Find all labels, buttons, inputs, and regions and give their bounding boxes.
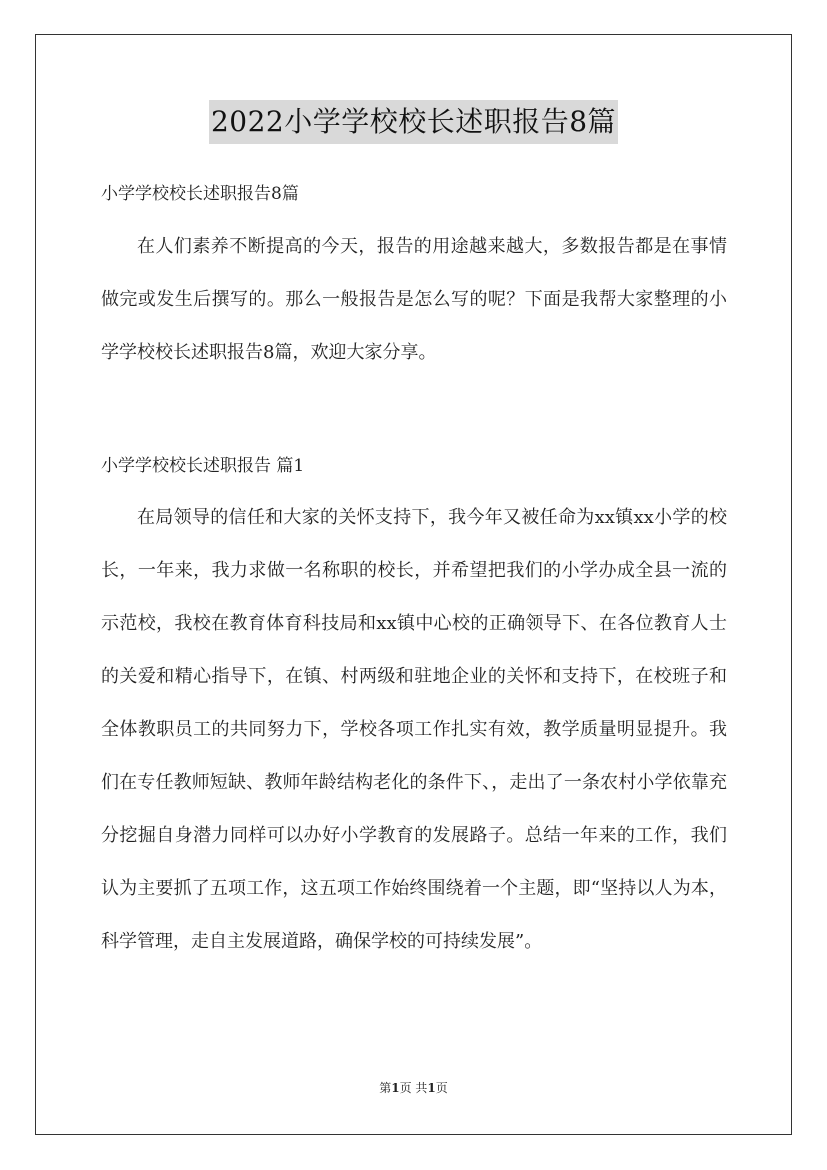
title-container <box>0 100 827 144</box>
footer-mid: 页 共 <box>399 1081 428 1095</box>
intro-paragraph: 在人们素养不断提高的今天，报告的用途越来越大，多数报告都是在事情做完或发生后撰写的。那么一般报告是怎么写的呢？下面是我帮大家整理的小学学校校长述职报告8篇，欢迎大家分享。 <box>101 236 727 363</box>
document-subtitle: 小学学校校长述职报告8篇 <box>101 184 299 204</box>
footer-suffix: 页 <box>435 1081 448 1095</box>
page-footer <box>0 1080 827 1096</box>
section1-heading: 小学学校校长述职报告 篇1 <box>101 456 305 476</box>
document-title: 2022小学学校校长述职报告8篇 <box>209 100 618 144</box>
footer-prefix: 第 <box>379 1081 392 1095</box>
footer-total-pages: 1 <box>427 1081 436 1095</box>
footer-current-page: 1 <box>391 1081 400 1095</box>
section1-paragraph: 在局领导的信任和大家的关怀支持下，我今年又被任命为xx镇xx小学的校长，一年来，我力求做一名称职的校长，并希望把我们的小学办成全县一流的示范校，我校在教育体育科技局和xx镇中心校的正确领导下、在各位教育人士的关爱和精心指导下，在镇、村两级和驻地企业的关怀和支持下，在校班子和全体教职员工的共同努力下，学校各项工作扎实有效，教学质量明显提升。我们在专任教师短缺、教师年龄结构老化的条件下、，走出了一条农村小学依靠充分挖掘自身潜力同样可以办好小学教育的发展路子。总结一年来的工作，我们认为主要抓了五项工作，这五项工作始终围绕着一个主题，即“坚持以人为本，科学管理，走自主发展道路，确保学校的可持续发展”。 <box>101 507 727 952</box>
